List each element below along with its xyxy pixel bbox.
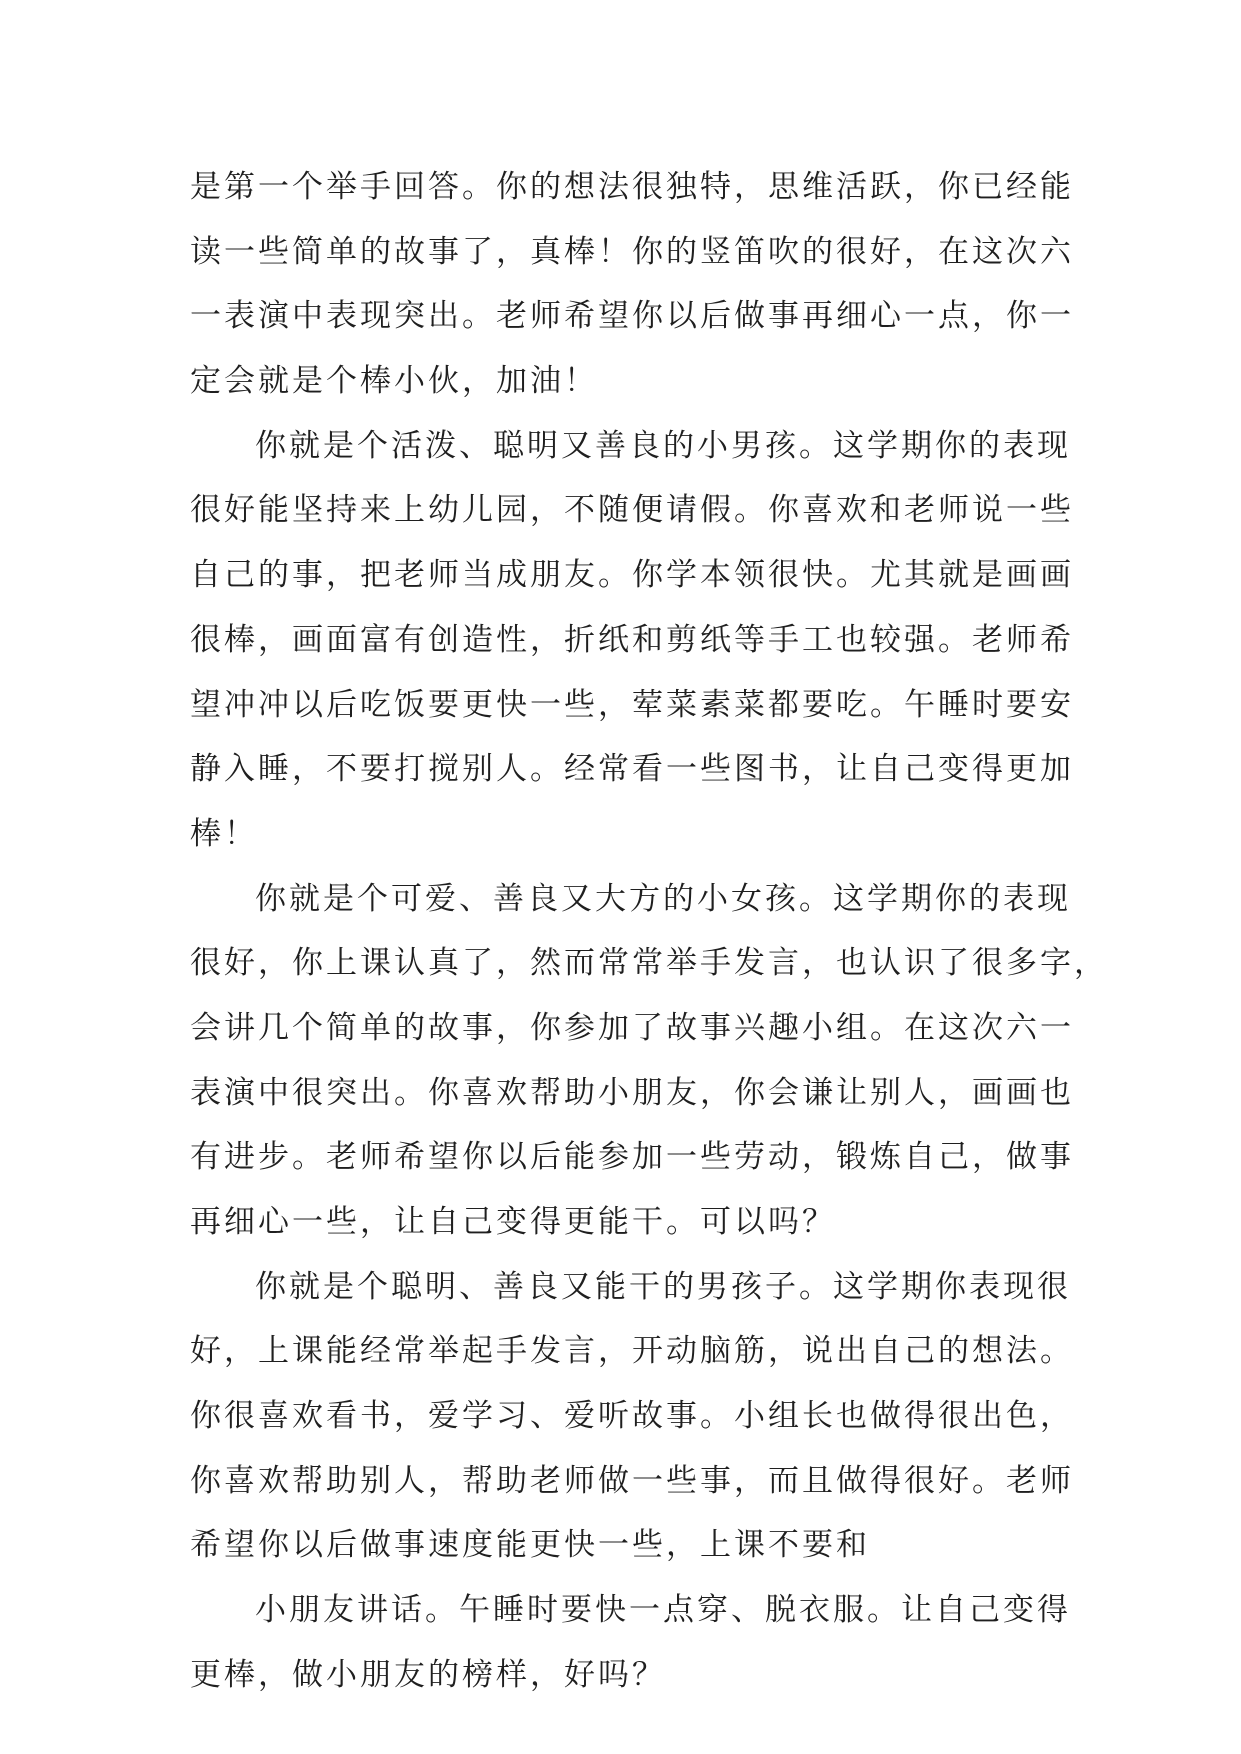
paragraph [190, 1255, 1074, 1578]
text-line: 静入睡，不要打搅别人。经常看一些图书，让自己变得更加 [190, 751, 1074, 788]
text-line: 自己的事，把老师当成朋友。你学本领很快。尤其就是画画 [190, 557, 1074, 594]
text-line: 你就是个聪明、善良又能干的男孩子。这学期你表现很 [255, 1268, 1071, 1305]
text-line: 一表演中表现突出。老师希望你以后做事再细心一点，你一 [190, 298, 1074, 335]
text-line: 你就是个活泼、聪明又善良的小男孩。这学期你的表现 [255, 427, 1071, 464]
text-line: 是第一个举手回答。你的想法很独特，思维活跃，你已经能 [190, 169, 1074, 205]
text-line: 你很喜欢看书，爱学习、爱听故事。小组长也做得很出色， [190, 1398, 1074, 1435]
body-text [190, 155, 1108, 1708]
text-line: 定会就是个棒小伙，加油！ [190, 363, 598, 400]
text-line: 读一些简单的故事了，真棒！你的竖笛吹的很好，在这次六 [190, 233, 1074, 270]
paragraph [190, 867, 1108, 1255]
text-line: 小朋友讲话。午睡时要快一点穿、脱衣服。让自己变得 [255, 1592, 1071, 1629]
paragraph [190, 414, 1074, 867]
text-line: 望冲冲以后吃饭要更快一些，荤菜素菜都要吃。午睡时要安 [190, 686, 1074, 723]
text-line: 很棒，画面富有创造性，折纸和剪纸等手工也较强。老师希 [190, 621, 1074, 658]
text-line: 有进步。老师希望你以后能参加一些劳动，锻炼自己，做事 [190, 1139, 1074, 1176]
text-line: 表演中很突出。你喜欢帮助小朋友，你会谦让别人，画画也 [190, 1074, 1074, 1111]
text-line: 棒！ [190, 815, 258, 852]
text-line: 很好，你上课认真了，然而常常举手发言，也认识了很多字， [190, 945, 1108, 982]
paragraph [190, 155, 1074, 414]
text-line: 更棒，做小朋友的榜样，好吗？ [190, 1656, 666, 1693]
text-line: 很好能坚持来上幼儿园，不随便请假。你喜欢和老师说一些 [190, 492, 1074, 529]
text-line: 你喜欢帮助别人，帮助老师做一些事，而且做得很好。老师 [190, 1462, 1074, 1499]
paragraph [190, 1578, 1071, 1707]
text-line: 再细心一些，让自己变得更能干。可以吗？ [190, 1204, 836, 1240]
text-line: 希望你以后做事速度能更快一些，上课不要和 [190, 1527, 870, 1564]
text-line: 好，上课能经常举起手发言，开动脑筋，说出自己的想法。 [190, 1333, 1074, 1370]
text-line: 会讲几个简单的故事，你参加了故事兴趣小组。在这次六一 [190, 1009, 1074, 1046]
text-line: 你就是个可爱、善良又大方的小女孩。这学期你的表现 [255, 880, 1071, 917]
